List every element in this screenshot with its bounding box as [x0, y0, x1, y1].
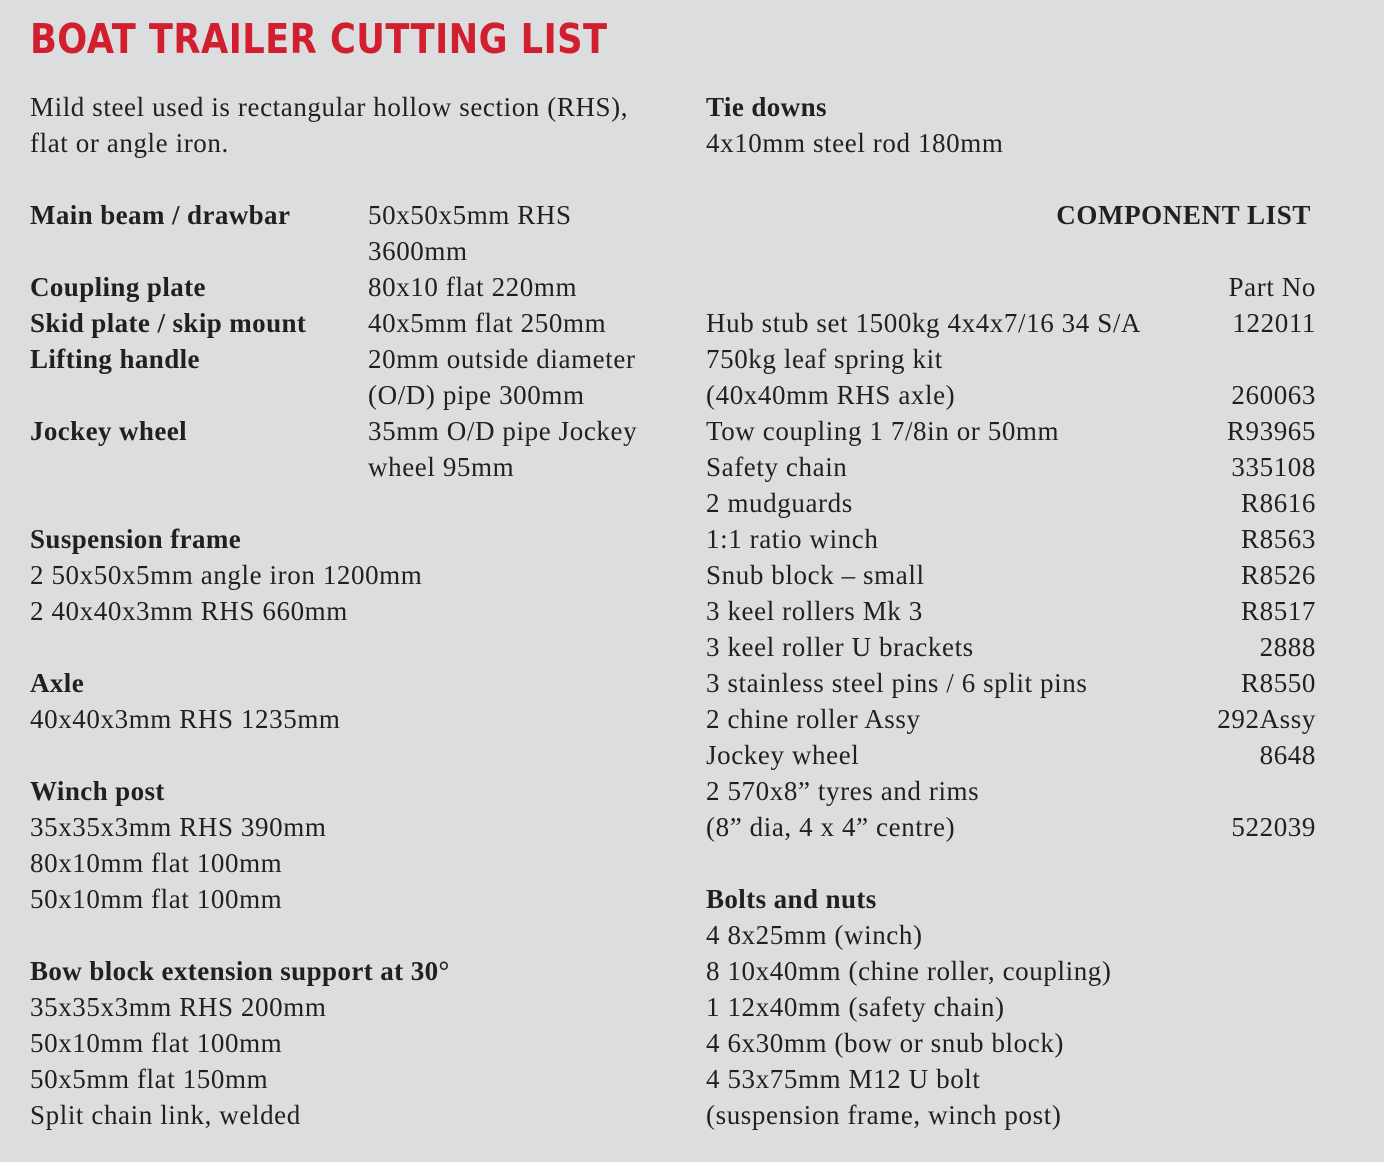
spec-value: (O/D) pipe 300mm: [368, 380, 585, 410]
spec-coupling-plate: [30, 269, 680, 305]
component-part-no: R93965: [1226, 416, 1316, 446]
component-name: Snub block – small: [706, 560, 925, 590]
component-name: Jockey wheel: [706, 740, 860, 770]
spec-value: 35mm O/D pipe Jockey: [368, 416, 638, 446]
section-line: (suspension frame, winch post): [706, 1100, 1062, 1130]
spec-value: 3600mm: [368, 236, 468, 266]
section-line: 4 8x25mm (winch): [706, 920, 923, 950]
spec-value: 20mm outside diameter: [368, 344, 636, 374]
component-name: Hub stub set 1500kg 4x4x7/16 34 S/A: [706, 308, 1142, 338]
section-line: 4 53x75mm M12 U bolt: [706, 1064, 981, 1094]
section-heading: Axle: [30, 668, 85, 698]
component-row: [706, 305, 1316, 341]
component-name: (40x40mm RHS axle): [706, 380, 956, 410]
section-bolts-nuts: [706, 881, 1316, 1133]
component-row: [706, 521, 1316, 557]
component-name: 750kg leaf spring kit: [706, 344, 943, 374]
component-name: Safety chain: [706, 452, 848, 482]
spec-skid-plate: [30, 305, 680, 341]
component-part-no: 122011: [1232, 308, 1316, 338]
component-part-no: R8526: [1240, 560, 1316, 590]
section-heading: Bolts and nuts: [706, 884, 877, 914]
section-line: 80x10mm flat 100mm: [30, 848, 283, 878]
component-row: [706, 341, 1316, 377]
component-name: 1:1 ratio winch: [706, 524, 879, 554]
component-row: [706, 701, 1316, 737]
section-line: 50x5mm flat 150mm: [30, 1064, 269, 1094]
component-part-no: R8517: [1240, 596, 1316, 626]
component-row: [706, 773, 1316, 809]
spec-value: 80x10 flat 220mm: [368, 272, 578, 302]
section-axle: [30, 665, 680, 737]
component-part-no: R8563: [1240, 524, 1316, 554]
component-name: 3 keel roller U brackets: [706, 632, 974, 662]
component-list-heading: COMPONENT LIST: [1056, 200, 1311, 230]
spec-label: Lifting handle: [30, 344, 200, 374]
component-name: 2 570x8” tyres and rims: [706, 776, 980, 806]
component-row: [706, 485, 1316, 521]
section-line: 50x10mm flat 100mm: [30, 884, 283, 914]
component-row: [706, 737, 1316, 773]
component-row: [706, 629, 1316, 665]
component-part-no: 292Assy: [1217, 704, 1316, 734]
component-part-no: 335108: [1231, 452, 1316, 482]
intro-line: flat or angle iron.: [30, 128, 229, 158]
component-row: [706, 413, 1316, 449]
spec-value: 50x50x5mm RHS: [368, 200, 572, 230]
section-line: 40x40x3mm RHS 1235mm: [30, 704, 341, 734]
section-line: 50x10mm flat 100mm: [30, 1028, 283, 1058]
component-table: [706, 305, 1316, 845]
spec-value: wheel 95mm: [368, 452, 515, 482]
left-column: [30, 89, 680, 1133]
section-line: 4x10mm steel rod 180mm: [706, 128, 1004, 158]
spec-label: Coupling plate: [30, 272, 206, 302]
section-line: 2 40x40x3mm RHS 660mm: [30, 596, 348, 626]
component-name: 3 stainless steel pins / 6 split pins: [706, 668, 1088, 698]
spec-lifting-handle: [30, 341, 680, 413]
section-line: 2 50x50x5mm angle iron 1200mm: [30, 560, 423, 590]
component-row: [706, 377, 1316, 413]
section-heading: Tie downs: [706, 92, 827, 122]
section-line: 4 6x30mm (bow or snub block): [706, 1028, 1065, 1058]
section-suspension-frame: [30, 521, 680, 629]
section-line: Split chain link, welded: [30, 1100, 301, 1130]
component-part-no: R8616: [1240, 488, 1316, 518]
section-tie-downs: [706, 89, 1316, 161]
component-name: 2 chine roller Assy: [706, 704, 921, 734]
section-bow-block: [30, 953, 680, 1133]
component-part-no: 522039: [1231, 812, 1316, 842]
component-row: [706, 557, 1316, 593]
spec-value: 40x5mm flat 250mm: [368, 308, 607, 338]
intro-line: Mild steel used is rectangular hollow section (RHS),: [30, 92, 629, 122]
right-column: [706, 89, 1316, 1133]
section-line: 1 12x40mm (safety chain): [706, 992, 1005, 1022]
spec-main-beam: [30, 197, 680, 269]
component-part-no: 260063: [1231, 380, 1316, 410]
part-no-header: Part No: [1228, 272, 1316, 302]
section-heading: Winch post: [30, 776, 165, 806]
section-heading: Bow block extension support at 30°: [30, 956, 450, 986]
spec-label: Skid plate / skip mount: [30, 308, 307, 338]
section-line: 8 10x40mm (chine roller, coupling): [706, 956, 1112, 986]
section-winch-post: [30, 773, 680, 917]
component-name: 3 keel rollers Mk 3: [706, 596, 923, 626]
component-row: [706, 449, 1316, 485]
component-row: [706, 665, 1316, 701]
component-part-no: R8550: [1240, 668, 1316, 698]
component-header-row: [706, 269, 1316, 305]
section-line: 35x35x3mm RHS 390mm: [30, 812, 327, 842]
spec-label: Jockey wheel: [30, 416, 188, 446]
component-row: [706, 593, 1316, 629]
section-line: 35x35x3mm RHS 200mm: [30, 992, 327, 1022]
spec-jockey-wheel: [30, 413, 680, 485]
spec-label: Main beam / drawbar: [30, 200, 291, 230]
component-part-no: 8648: [1259, 740, 1316, 770]
section-heading: Suspension frame: [30, 524, 242, 554]
component-row: [706, 809, 1316, 845]
component-name: 2 mudguards: [706, 488, 853, 518]
component-name: (8” dia, 4 x 4” centre): [706, 812, 956, 842]
component-part-no: 2888: [1259, 632, 1316, 662]
component-name: Tow coupling 1 7/8in or 50mm: [706, 416, 1060, 446]
page-title: BOAT TRAILER CUTTING LIST: [30, 15, 608, 63]
